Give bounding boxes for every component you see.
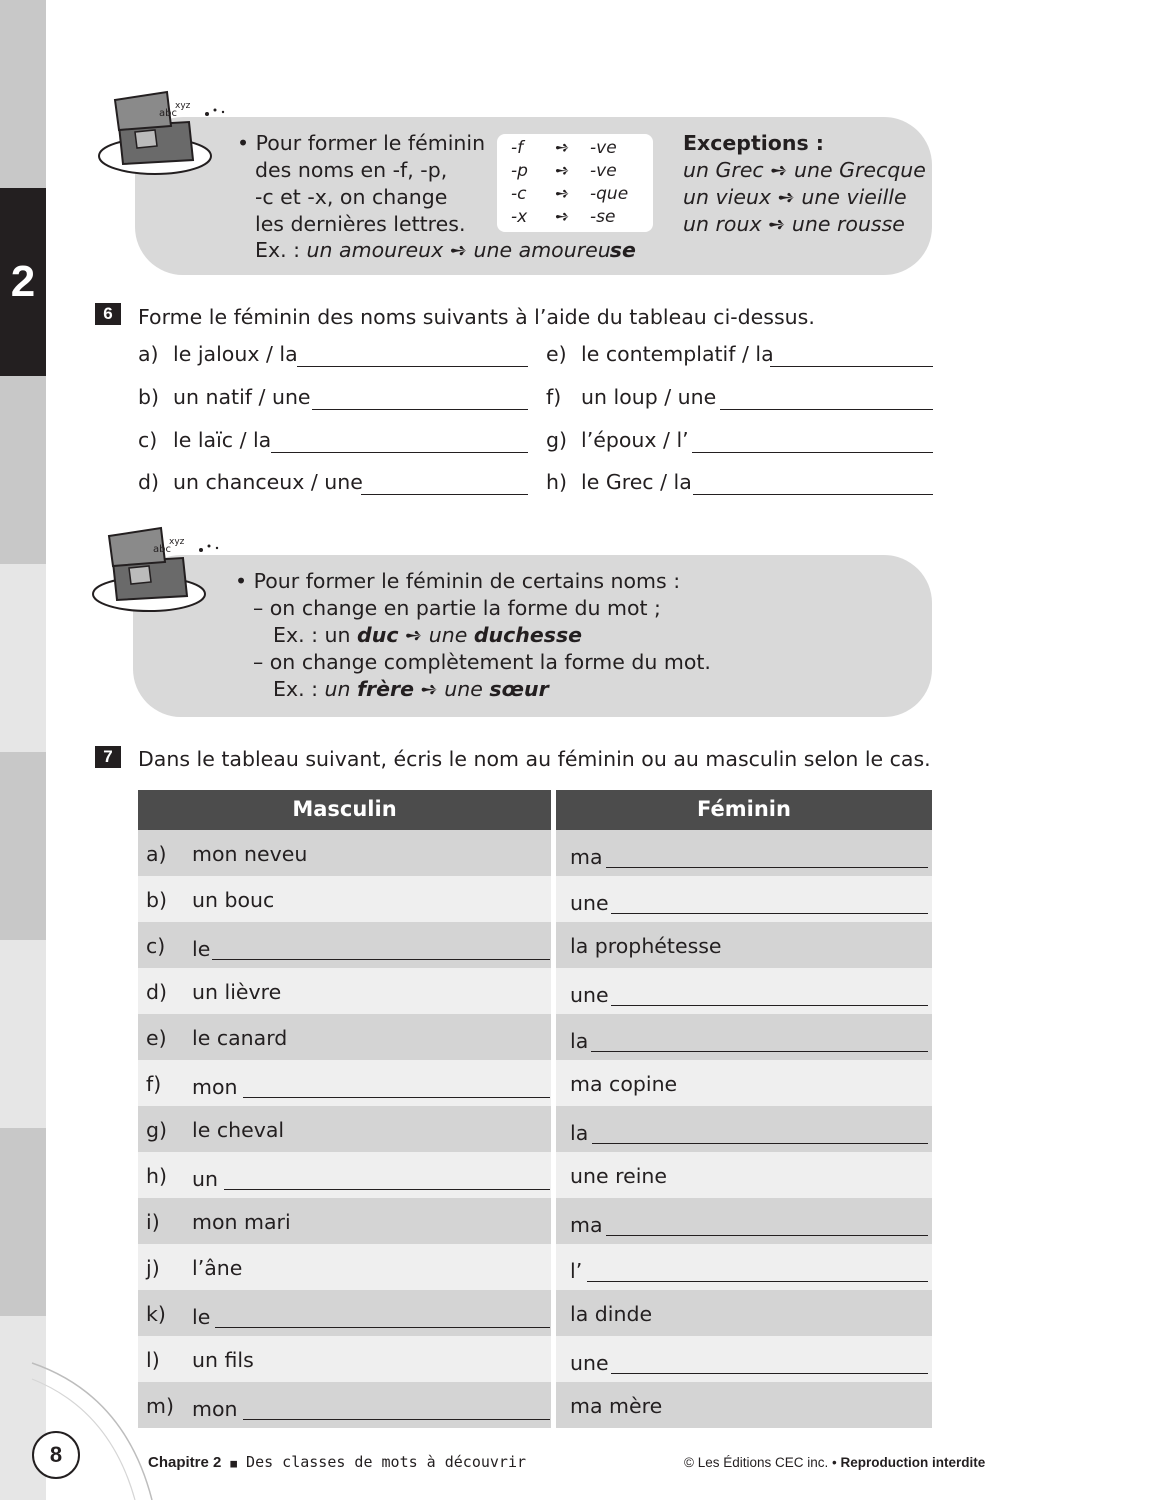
fem-prefix: l’ [570,1259,583,1283]
table-row [138,1290,932,1336]
masc-prefix: mon [192,1397,238,1421]
exception-fem: une Grecque [793,158,926,182]
svg-text:abc: abc [159,108,177,119]
item-text: le contemplatif / la [581,342,774,366]
ex6-answer-g[interactable] [692,452,933,453]
rights-text: Reproduction interdite [840,1455,986,1470]
table-row [138,1106,932,1152]
row-label: c) [146,934,166,958]
item-label: c) [138,428,158,452]
footer-copyright [684,1455,985,1470]
item-label: a) [138,342,159,366]
answer-blank[interactable] [215,1327,550,1328]
answer-blank[interactable] [606,867,928,868]
page-number: 8 [32,1431,80,1479]
fem-prefix: la [570,1121,589,1145]
answer-blank[interactable] [212,959,550,960]
svg-text:xyz: xyz [175,101,191,111]
chapter-tab: 2 [0,188,46,376]
answer-blank[interactable] [224,1189,550,1190]
ex6-answer-e[interactable] [770,366,933,367]
table-row [138,1060,932,1106]
ex6-answer-c[interactable] [271,452,528,453]
table-row [138,968,932,1014]
item-label: f) [546,385,562,409]
box1-bullet-line-1: • Pour former le féminin [237,131,486,155]
example-fem-ending: se [609,238,636,262]
table-row [138,1382,932,1428]
box1-bullet-line-3: -c et -x, on change [255,185,448,209]
exception-fem: une rousse [791,212,905,236]
table-row [138,1152,932,1198]
exception-masc: un roux [683,212,762,236]
item-text: un loup / une [581,385,717,409]
answer-blank[interactable] [243,1419,550,1420]
box1-example [255,237,636,264]
fem-prefix: une [570,891,609,915]
box2-line-2: – on change en partie la forme du mot ; [253,596,661,620]
row-label: d) [146,980,168,1004]
table-row [138,876,932,922]
arrow-icon: ➺ [555,161,570,181]
arrow-icon: ➺ [555,184,570,204]
arrow-icon: ➺ [770,158,788,182]
rule-from: -p [511,161,528,181]
item-label: g) [546,428,568,452]
example-fem-prefix: une [444,677,490,701]
arrow-icon: ➺ [777,185,795,209]
rule-from: -f [511,138,524,158]
item-text: le jaloux / la [173,342,298,366]
box2-example-2 [273,676,549,703]
row-label: m) [146,1394,174,1418]
answer-blank[interactable] [611,1373,928,1374]
masc-word: le cheval [192,1118,285,1142]
copyright-text: © Les Éditions CEC inc. • [684,1455,837,1470]
rule-to: -ve [590,161,617,181]
example-prefix: Ex. : [255,238,307,262]
fem-word: ma mère [570,1394,663,1418]
ex6-answer-f[interactable] [720,409,933,410]
exception-1 [683,157,926,184]
item-label: b) [138,385,160,409]
fem-word: une reine [570,1164,668,1188]
table-row [138,922,932,968]
table-row [138,1198,932,1244]
item-text: le Grec / la [581,470,692,494]
masc-word: un bouc [192,888,275,912]
row-label: h) [146,1164,167,1188]
example-prefix: Ex. : un [273,623,358,647]
masc-prefix: le [192,1305,211,1329]
masc-word: mon neveu [192,842,308,866]
rule-from: -x [511,207,528,227]
table-row [138,1244,932,1290]
col-header-masculin: Masculin [138,790,551,830]
fem-prefix: ma [570,1213,603,1237]
chapter-label: Chapitre 2 [148,1454,222,1471]
exception-fem: une vieille [801,185,907,209]
fem-prefix: ma [570,845,603,869]
masc-word: mon mari [192,1210,291,1234]
example-prefix: Ex. : [273,677,325,701]
table-row [138,1014,932,1060]
row-label: f) [146,1072,162,1096]
row-label: e) [146,1026,167,1050]
example-fem: duchesse [473,623,583,647]
masc-prefix: mon [192,1075,238,1099]
fem-word: ma copine [570,1072,678,1096]
masc-word: le canard [192,1026,288,1050]
col-header-feminin: Féminin [556,790,932,830]
example-masc-prefix: un [324,677,358,701]
exercise-7-number: 7 [95,746,121,768]
answer-blank[interactable] [243,1097,550,1098]
rule-to: -se [590,207,616,227]
ex6-answer-d[interactable] [361,494,528,495]
item-text: un chanceux / une [173,470,363,494]
item-text: un natif / une [173,385,311,409]
exception-2 [683,184,907,211]
arrow-icon: ➺ [768,212,786,236]
masc-prefix: un [192,1167,218,1191]
rule-to: -ve [590,138,617,158]
box2-line-1: • Pour former le féminin de certains noms : [235,569,681,593]
row-label: a) [146,842,167,866]
table-row [138,1336,932,1382]
fem-prefix: une [570,983,609,1007]
box1-bullet-line-2: des noms en -f, -p, [255,158,448,182]
exception-3 [683,211,905,238]
answer-blank[interactable] [606,1235,928,1236]
exception-masc: un Grec [683,158,764,182]
row-label: j) [146,1256,160,1280]
arrow-icon: ➺ [449,238,467,262]
arrow-icon: ➺ [420,677,438,701]
example-fem-stem: une amoureu [473,238,611,262]
example-fem-prefix: une [428,623,474,647]
ex6-answer-h[interactable] [693,494,933,495]
endings-rule-table [497,134,653,232]
answer-blank[interactable] [587,1281,928,1282]
arrow-icon: ➺ [555,138,570,158]
chapter-title: Des classes de mots à découvrir [246,1453,527,1471]
bullet-icon: ■ [230,1457,238,1470]
row-label: i) [146,1210,160,1234]
exercise-6-instruction: Forme le féminin des noms suivants à l’aide du tableau ci-dessus. [138,305,815,329]
fem-prefix: la [570,1029,589,1053]
row-label: g) [146,1118,168,1142]
item-label: e) [546,342,567,366]
answer-blank[interactable] [611,913,928,914]
fem-prefix: une [570,1351,609,1375]
arrow-icon: ➺ [405,623,423,647]
fem-word: la prophétesse [570,934,722,958]
example-fem: sœur [489,677,549,701]
arrow-icon: ➺ [555,207,570,227]
example-masc: frère [357,677,415,701]
row-label: l) [146,1348,160,1372]
masc-word: l’âne [192,1256,243,1280]
exercise-7-instruction: Dans le tableau suivant, écris le nom au féminin ou au masculin selon le cas. [138,747,931,771]
rule-to: -que [590,184,629,204]
example-masc: un amoureux [306,238,444,262]
exception-masc: un vieux [683,185,772,209]
rule-from: -c [511,184,527,204]
exceptions-title: Exceptions : [683,131,824,155]
box2-example-1 [273,622,582,649]
example-masc: duc [357,623,399,647]
svg-text:abc: abc [153,544,171,555]
treasure-chest-icon [91,522,231,614]
item-label: h) [546,470,567,494]
fem-word: la dinde [570,1302,653,1326]
table-row [138,830,932,876]
ex6-answer-b[interactable] [312,409,528,410]
treasure-chest-icon [97,86,237,178]
row-label: k) [146,1302,166,1326]
answer-blank[interactable] [611,1005,928,1006]
footer-chapter [148,1453,526,1471]
box1-bullet-line-4: les dernières lettres. [255,212,466,236]
item-label: d) [138,470,160,494]
answer-blank[interactable] [592,1143,928,1144]
masc-word: un fils [192,1348,254,1372]
masc-prefix: le [192,937,211,961]
item-text: le laïc / la [173,428,272,452]
answer-blank[interactable] [591,1051,928,1052]
box2-line-4: – on change complètement la forme du mot. [253,650,711,674]
exercise-6-number: 6 [95,303,121,325]
ex6-answer-a[interactable] [297,366,528,367]
row-label: b) [146,888,168,912]
svg-text:xyz: xyz [169,537,185,547]
item-text: l’époux / l’ [581,428,689,452]
masc-word: un lièvre [192,980,282,1004]
